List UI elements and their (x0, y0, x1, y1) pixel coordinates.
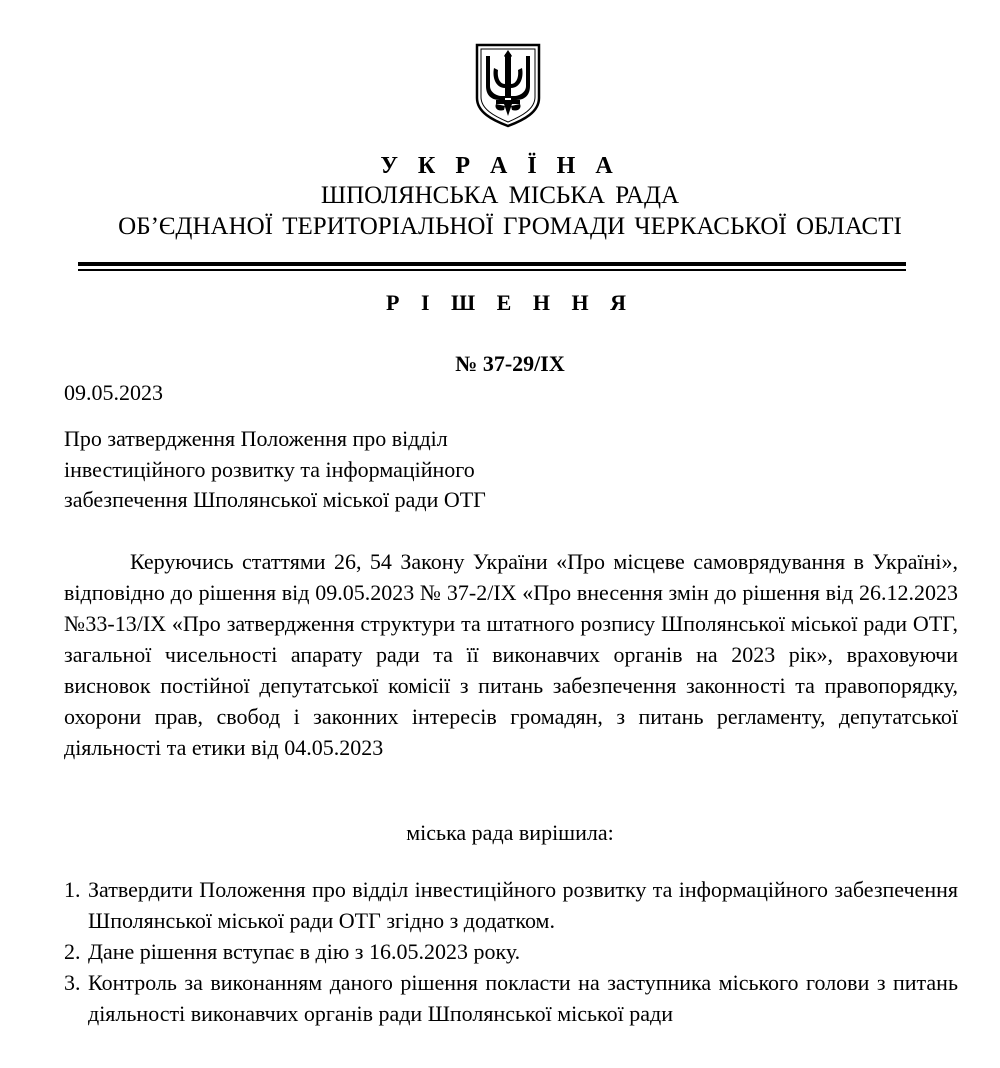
item-text: Дане рішення вступає в дію з 16.05.2023 року. (88, 939, 521, 964)
item-text: Затвердити Положення про відділ інвестиційного розвитку та інформаційного забезпечення Шполянської міської ради ОТГ згідно з додатком. (88, 877, 958, 933)
item-text: Контроль за виконанням даного рішення покласти на заступника міського голови з питань діяльності виконавчих органів ради Шполянської міської ради (88, 970, 958, 1026)
community-heading: ОБ’ЄДНАНОЇ ТЕРИТОРІАЛЬНОЇ ГРОМАДИ ЧЕРКАСЬКОЇ ОБЛАСТІ (118, 213, 902, 240)
list-item (64, 936, 958, 967)
council-heading: ШПОЛЯНСЬКА МІСЬКА РАДА (320, 182, 680, 209)
subject-line: інвестиційного розвитку та інформаційного (64, 456, 475, 482)
decision-number: № 37-29/ІХ (455, 351, 565, 376)
decision-items-list (64, 874, 958, 1029)
header-divider-thin (78, 269, 906, 271)
decision-date: 09.05.2023 (64, 380, 163, 405)
preamble-paragraph: Керуючись статтями 26, 54 Закону України «Про місцеве самоврядування в Україні», відповідно до рішення від 09.05.2023 № 37-2/ІХ «Про внесення змін до рішення від 26.12.2023 №33-13/ІХ «Про затвердження структури та штатного розпису Шполянської міської ради ОТГ, загальної чисельності апарату ради та її виконавчих органів на 2023 рік», враховуючи висновок постійної депутатської комісії з питань забезпечення законності та правопорядку, охорони прав, свобод і законних інтересів громадян, з питань регламенту, депутатської діяльності та етики від 04.05.2023 (64, 549, 958, 760)
document-type-heading: Р І Ш Е Н Н Я (386, 290, 634, 315)
list-item (64, 874, 958, 936)
item-number: 3. (64, 970, 81, 995)
list-item (64, 967, 958, 1029)
ukraine-trident-coat-of-arms-icon (474, 42, 542, 128)
decision-subject (64, 424, 624, 516)
header-divider-thick (78, 262, 906, 266)
subject-line: забезпечення Шполянської міської ради ОТГ (64, 487, 486, 512)
resolved-statement: міська рада вирішила: (406, 820, 614, 845)
subject-line: Про затвердження Положення про відділ (64, 426, 448, 451)
country-heading: У К Р А Ї Н А (380, 153, 620, 179)
item-number: 2. (64, 939, 81, 964)
item-number: 1. (64, 877, 81, 902)
